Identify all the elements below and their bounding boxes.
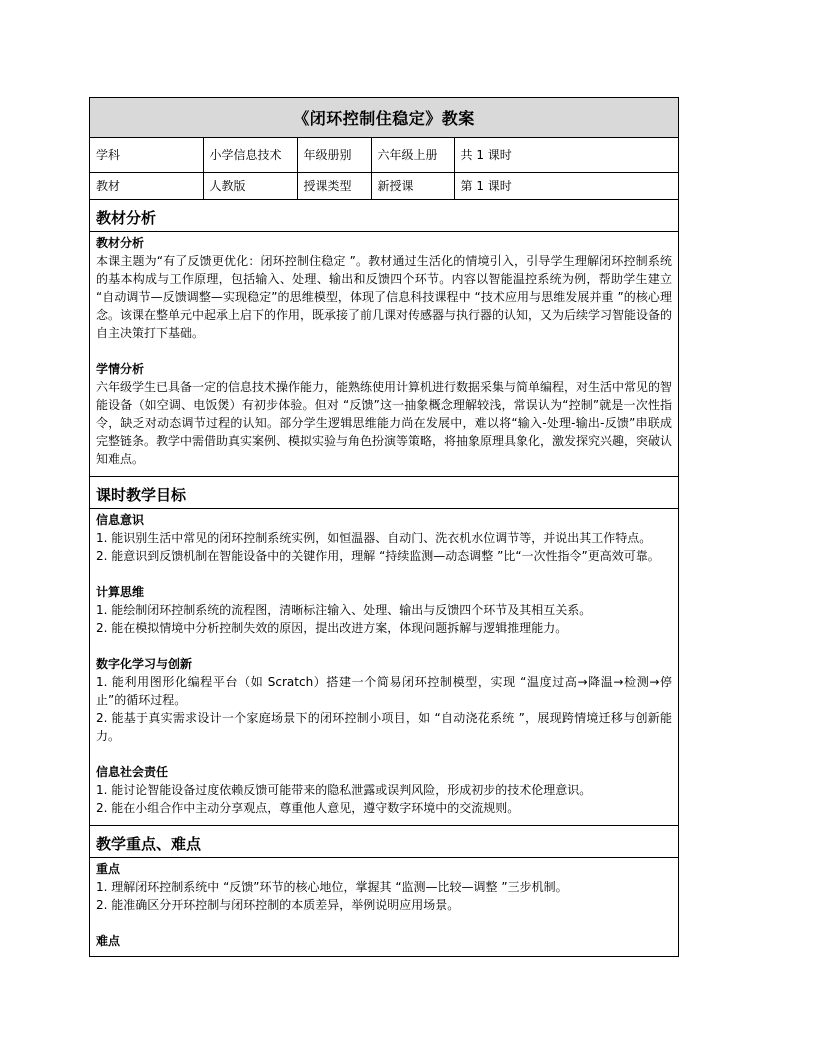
goal-item: 1. 能利用图形化编程平台（如 Scratch）搭建一个简易闭环控制模型，实现 “温度过高→降温→检测→停止”的循环过程。 [96, 675, 672, 707]
textbook-label: 教材 [90, 173, 203, 200]
section-heading: 课时教学目标 [90, 477, 678, 509]
goal-item: 2. 能基于真实需求设计一个家庭场景下的闭环控制小项目，如 “自动浇花系统 ”，展现跨情境迁移与创新能力。 [96, 711, 672, 743]
goal-group-title: 信息社会责任 [96, 765, 169, 779]
subsection-title: 教材分析 [96, 236, 145, 250]
total-periods: 共 1 课时 [454, 138, 679, 173]
current-period: 第 1 课时 [454, 173, 679, 200]
goal-item: 2. 能在小组合作中主动分享观点，尊重他人意见，遵守数字环境中的交流规则。 [96, 801, 520, 815]
subsection-title: 学情分析 [96, 362, 145, 376]
learner-analysis-text: 六年级学生已具备一定的信息技术操作能力，能熟练使用计算机进行数据采集与简单编程，对生活中常见的智能设备（如空调、电饭煲）有初步体验。但对 “反馈”这一抽象概念理解较浅，常误认为“控制”就是一次性指令，缺乏对动态调节过程的认知。部分学生逻辑思维能力尚在发展中，难以将“输入-处理-输出-反馈”串联成完整链条。教学中需借助真实案例、模拟实验与角色扮演等策略，将抽象原理具象化，激发探究兴趣，突破认知难点。 [96, 380, 673, 466]
section-heading: 教学重点、难点 [90, 826, 678, 858]
section-heading: 教材分析 [90, 200, 678, 232]
lesson-type-label: 授课类型 [297, 173, 371, 200]
goal-item: 1. 能绘制闭环控制系统的流程图，清晰标注输入、处理、输出与反馈四个环节及其相互关系。 [96, 603, 592, 617]
lesson-type-value: 新授课 [371, 173, 454, 200]
material-analysis-text: 本课主题为“有了反馈更优化：闭环控制住稳定 ”。教材通过生活化的情境引入，引导学生理解闭环控制系统的基本构成与工作原理，包括输入、处理、输出和反馈四个环节。内容以智能温控系统为例，帮助学生建立 “自动调节—反馈调整—实现稳定”的思维模型，体现了信息科技课程中 “技术应用与思维发展并重 ”的核心理念。该课在整单元中起承上启下的作用，既承接了前几课对传感器与执行器的认知，又为后续学习智能设备的自主决策打下基础。 [96, 254, 673, 340]
info-table [90, 138, 679, 200]
info-row [90, 173, 679, 200]
goal-item: 2. 能在模拟情境中分析控制失效的原因，提出改进方案，体现问题拆解与逻辑推理能力。 [96, 621, 568, 635]
subject-value: 小学信息技术 [203, 138, 297, 173]
goal-item: 2. 能意识到反馈机制在智能设备中的关键作用，理解 “持续监测—动态调整 ”比“一次性指令”更高效可靠。 [96, 549, 660, 563]
lesson-title: 《闭环控制住稳定》教案 [90, 98, 678, 138]
analysis-section [90, 200, 678, 477]
goal-group-title: 数字化学习与创新 [96, 657, 193, 671]
key-points-title: 重点 [96, 862, 121, 876]
lesson-plan-sheet [89, 97, 679, 957]
grade-value: 六年级上册 [371, 138, 454, 173]
key-point-item: 1. 理解闭环控制系统中 “反馈”环节的核心地位，掌握其 “监测—比较—调整 ”三步机制。 [96, 880, 568, 894]
info-row [90, 138, 679, 173]
goal-group-title: 信息意识 [96, 513, 145, 527]
grade-label: 年级册别 [297, 138, 371, 173]
key-point-item: 2. 能准确区分开环控制与闭环控制的本质差异，举例说明应用场景。 [96, 898, 460, 912]
goal-group-title: 计算思维 [96, 585, 145, 599]
textbook-value: 人教版 [203, 173, 297, 200]
goal-item: 1. 能讨论智能设备过度依赖反馈可能带来的隐私泄露或误判风险，形成初步的技术伦理意识。 [96, 783, 592, 797]
goals-section [90, 477, 678, 826]
subject-label: 学科 [90, 138, 203, 173]
difficulty-title: 难点 [96, 934, 121, 948]
focus-section [90, 826, 678, 957]
goal-item: 1. 能识别生活中常见的闭环控制系统实例，如恒温器、自动门、洗衣机水位调节等，并说出其工作特点。 [96, 531, 652, 545]
